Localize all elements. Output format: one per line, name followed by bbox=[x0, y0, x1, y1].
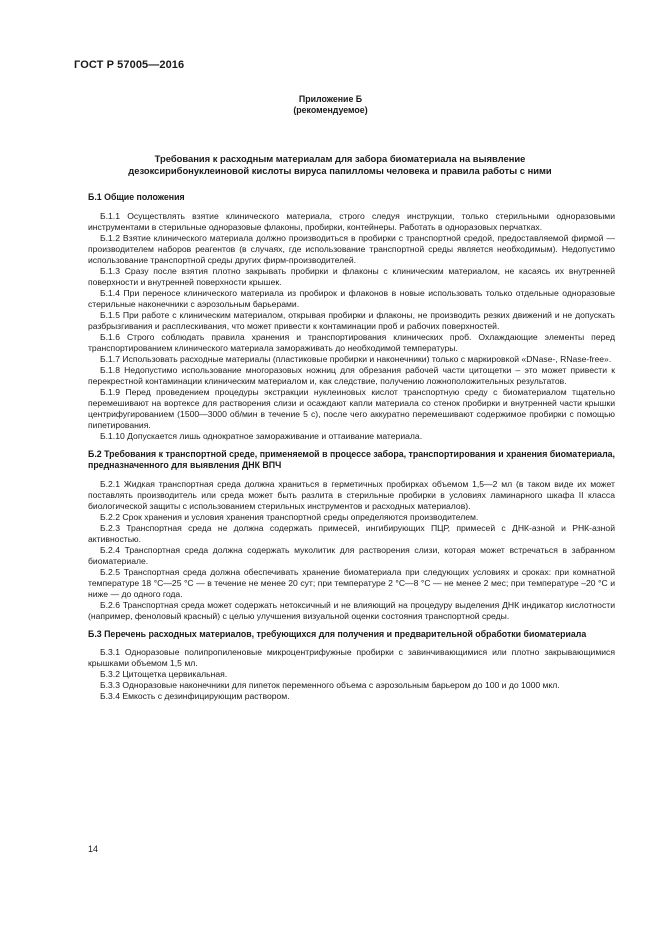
paragraph-b2-3: Б.2.3 Транспортная среда не должна содержать примесей, ингибирующих ПЦР, примесей с ДНК-азной и РНК-азной активностью. bbox=[88, 522, 615, 544]
paragraph-b1-4: Б.1.4 При переносе клинического материала из пробирок и флаконов в новые использовать только отдельные одноразовые стерильные наконечники с аэрозольным барьерами. bbox=[88, 287, 615, 309]
paragraph-b2-1: Б.2.1 Жидкая транспортная среда должна храниться в герметичных пробирках объемом 1,5—2 мл (в таком виде их может поставлять производитель или среда может быть разлита в стерильные пробирки в условиях ламинарного шкафа II класса биологической защиты с использованием стерильных инструментов и расходных материалов). bbox=[88, 478, 615, 511]
document-title: Требования к расходным материалам для забора биоматериала на выявление дезоксирибонуклеиновой кислоты вируса папилломы человека и правила работы с ними bbox=[128, 153, 552, 176]
appendix-note: (рекомендуемое) bbox=[293, 105, 368, 115]
appendix-title: Приложение Б bbox=[298, 94, 363, 104]
section-heading-b1: Б.1 Общие положения bbox=[88, 192, 185, 202]
paragraph-b1-3: Б.1.3 Сразу после взятия плотно закрывать пробирки и флаконы с клиническим материалом, не касаясь их внутренней поверхности и внутренней поверхности крышек. bbox=[88, 265, 615, 287]
paragraph-b1-8: Б.1.8 Недопустимо использование многоразовых ножниц для обрезания рабочей части цитощетки – это может привести к перекрестной контаминации клиническим материалом и, как следствие, получению ложноположительных результатов. bbox=[88, 364, 615, 386]
paragraph-b1-9: Б.1.9 Перед проведением процедуры экстракции нуклеиновых кислот транспортную среду с биоматериалом тщательно перемешивают на вортексе для растворения слизи и осаждают капли материала со стенок пробирки и внутренней части крышки центрифугированием (1500—3000 об/мин в течение 5 с), после чего аккуратно перемешивают содержимое пробирки с помощью пипетирования. bbox=[88, 386, 615, 430]
document-body bbox=[88, 192, 615, 702]
page-number: 14 bbox=[88, 844, 99, 854]
paragraph-b2-6: Б.2.6 Транспортная среда может содержать нетоксичный и не влияющий на процедуру выделения ДНК индикатор кислотности (например, феноловый красный) с целью улучшения визуальной оценки состояния транспортной среды. bbox=[88, 599, 615, 621]
paragraph-b1-2: Б.1.2 Взятие клинического материала должно производиться в пробирки с транспортной средой, предоставляемой фирмой — производителем наборов реагентов (в случаях, где использование транспортной среды является необходимым). Недопустимо использование транспортной среды других фирм-производителей. bbox=[88, 232, 615, 265]
paragraph-b1-10: Б.1.10 Допускается лишь однократное замораживание и оттаивание материала. bbox=[100, 430, 423, 441]
paragraph-b3-4: Б.3.4 Емкость с дезинфицирующим раствором. bbox=[100, 691, 290, 701]
paragraph-b2-5: Б.2.5 Транспортная среда должна обеспечивать хранение биоматериала при следующих условиях и сроках: при комнатной температуре 18 °С—25 °С — в течение не менее 20 сут; при температуре 2 °С—8 °С — не менее 2 мес; при температуре –20 °С и ниже — до одного года. bbox=[88, 566, 615, 599]
paragraph-b2-2: Б.2.2 Срок хранения и условия хранения транспортной среды определяются производителем. bbox=[100, 511, 479, 522]
section-heading-b2: Б.2 Требования к транспортной среде, применяемой в процессе забора, транспортирования и хранения биоматериала, предназначенного для выявления ДНК ВПЧ bbox=[88, 448, 615, 470]
paragraph-b1-7: Б.1.7 Использовать расходные материалы (пластиковые пробирки и наконечники) только с маркировкой «DNase-, RNase-free». bbox=[100, 353, 612, 364]
paragraph-b1-5: Б.1.5 При работе с клиническим материалом, открывая пробирки и флаконы, не производить резких движений и не допускать разбрызгивания и расплескивания, что может привести к контаминации проб и рабочих поверхностей. bbox=[88, 309, 615, 331]
paragraph-b3-3: Б.3.3 Одноразовые наконечники для пипеток переменного объема с аэрозольным барьером до 100 и до 1000 мкл. bbox=[100, 680, 560, 690]
paragraph-b3-2: Б.3.2 Цитощетка цервикальная. bbox=[100, 669, 228, 679]
paragraph-b1-1: Б.1.1 Осуществлять взятие клинического материала, строго следуя инструкции, только стерильными одноразовыми инструментами в стерильные одноразовые флаконы, пробирки, контейнеры. Работать в одноразовых перчатках. bbox=[88, 210, 615, 232]
paragraph-b1-6: Б.1.6 Строго соблюдать правила хранения и транспортирования клинических проб. Охлаждающие элементы перед транспортированием клинического материала замораживать до необходимой температуры. bbox=[88, 331, 615, 353]
section-heading-b3: Б.3 Перечень расходных материалов, требующихся для получения и предварительной обработки биоматериала bbox=[88, 628, 587, 639]
paragraph-b3-1: Б.3.1 Одноразовые полипропиленовые микроцентрифужные пробирки с завинчивающимися или плотно закрывающимися крышками объемом 1,5 мл. bbox=[88, 647, 615, 668]
standard-number: ГОСТ Р 57005—2016 bbox=[74, 59, 185, 71]
paragraph-b2-4: Б.2.4 Транспортная среда должна содержать муколитик для растворения слизи, которая может встречаться в забранном биоматериале. bbox=[88, 544, 615, 566]
